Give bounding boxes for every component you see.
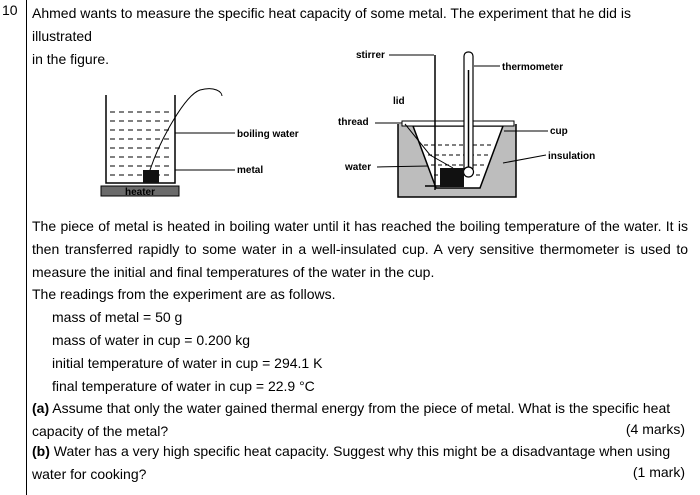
thread-line xyxy=(150,89,222,170)
cup-metal-piece xyxy=(440,168,464,187)
part-a-marks: (4 marks) xyxy=(625,421,685,437)
part-b-label: (b) xyxy=(32,443,50,459)
lid xyxy=(402,121,514,126)
heater-label: heater xyxy=(124,187,156,198)
part-b-marks: (1 mark) xyxy=(632,464,685,480)
water-label: water xyxy=(345,162,372,173)
insulation-label: insulation xyxy=(548,151,596,162)
thermometer-label: thermometer xyxy=(502,62,564,73)
question-number: 10 xyxy=(2,2,18,18)
water-dashes xyxy=(110,112,172,175)
part-b-text: Water has a very high specific heat capacity. Suggest why this might be a disadvantage when using water for cooking? xyxy=(32,443,671,482)
lid-label: lid xyxy=(393,96,405,107)
reading-mass-metal: mass of metal = 50 g xyxy=(52,309,183,325)
intro-line-2: in the figure. xyxy=(32,51,110,67)
readings-intro: The readings from the experiment are as follows. xyxy=(32,286,336,302)
part-b xyxy=(32,440,685,486)
reading-initial-temp: initial temperature of water in cup = 294.1 K xyxy=(52,355,323,371)
part-a-label: (a) xyxy=(32,400,50,416)
metal-label: metal xyxy=(237,165,264,176)
insulated-cup xyxy=(338,50,595,197)
boiling-beaker xyxy=(101,89,299,198)
stirrer-label: stirrer xyxy=(356,50,385,61)
reading-final-temp: final temperature of water in cup = 22.9 °C xyxy=(52,378,315,394)
cup-label: cup xyxy=(550,126,568,137)
part-a-text: Assume that only the water gained thermal energy from the piece of metal. What is the specific heat capacity of the metal? xyxy=(32,400,671,439)
intro-line-1: Ahmed wants to measure the specific heat capacity of some metal. The experiment that he did is illustrated xyxy=(32,5,631,44)
metal-piece xyxy=(143,170,159,183)
experiment-description: The piece of metal is heated in boiling water until it has reached the boiling temperature of the water. It is then transferred rapidly to some water in a well-insulated cup. A very sensitive thermometer is used to measure the initial and final temperatures of the water in the cup. xyxy=(32,218,688,280)
boiling-water-label: boiling water xyxy=(237,129,299,140)
reading-mass-water: mass of water in cup = 0.200 kg xyxy=(52,332,251,348)
thread-label: thread xyxy=(338,117,369,128)
part-a xyxy=(32,397,685,443)
